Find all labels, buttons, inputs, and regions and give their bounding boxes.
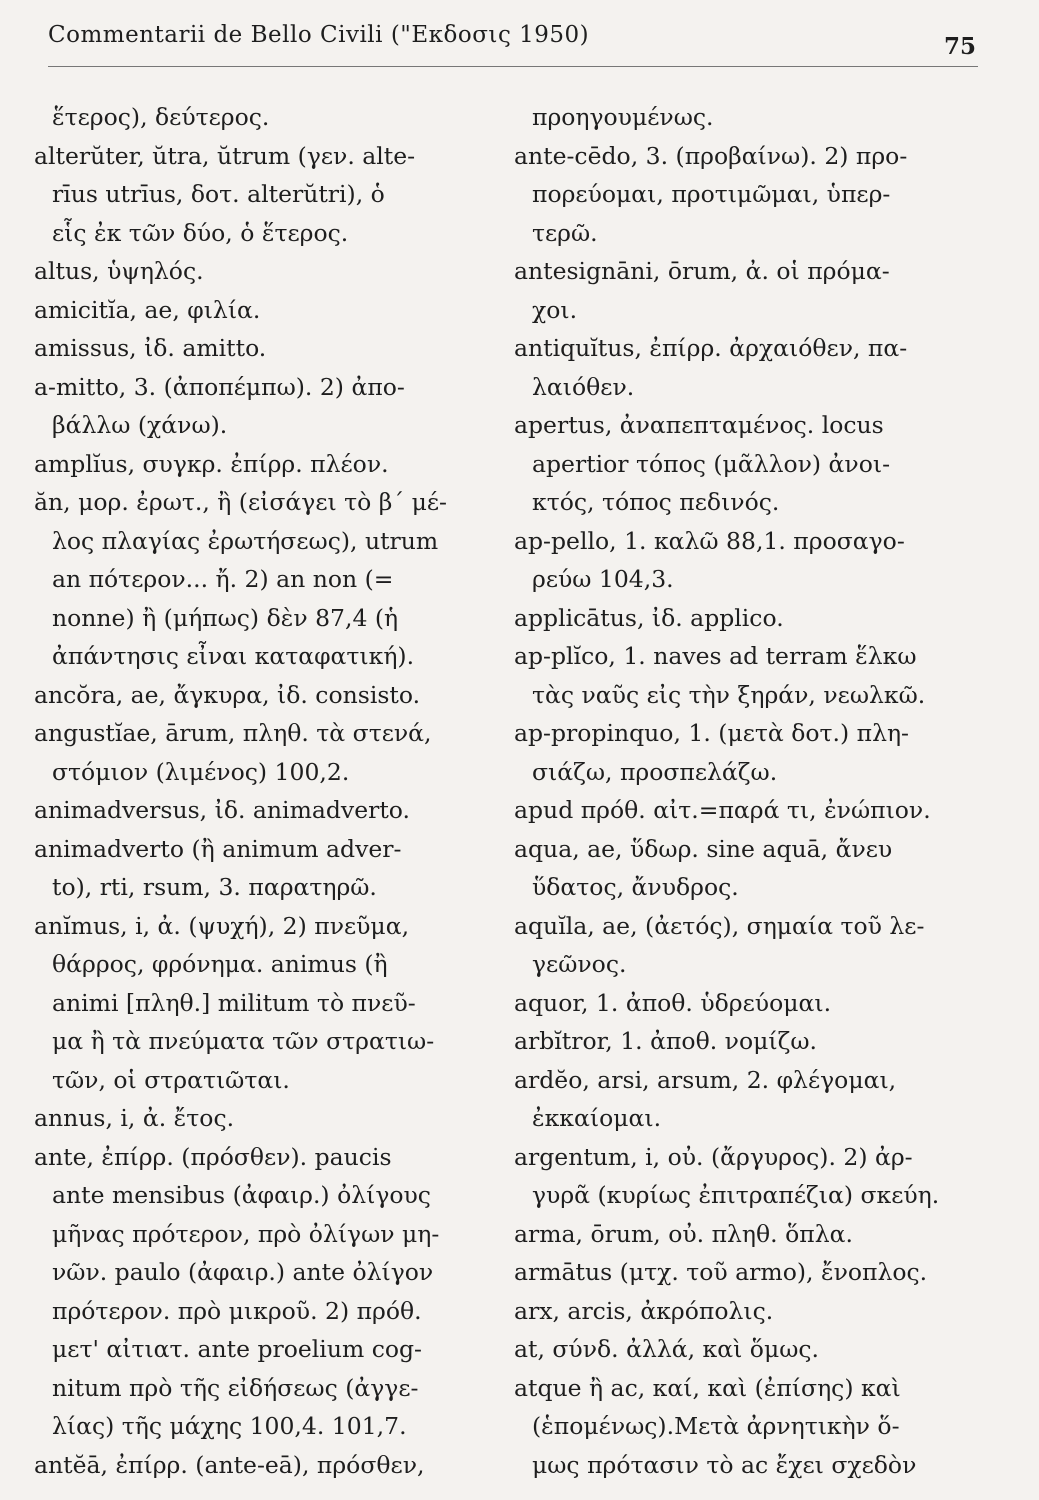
dictionary-line: a-mitto, 3. (ἀποπέμπω). 2) ἀπο- (34, 372, 405, 401)
dictionary-line: to), rti, rsum, 3. παρατηρῶ. (52, 873, 377, 901)
dictionary-line: animi [πληθ.] militum τὸ πνεῦ- (52, 988, 416, 1017)
dictionary-line: alterŭter, ŭtra, ŭtrum (γεν. alte- (34, 141, 416, 170)
left-column (34, 98, 474, 1484)
dictionary-line: antesignāni, ōrum, ἀ. οἱ πρόμα- (514, 257, 890, 285)
dictionary-line: τὰς ναῦς εἰς τὴν ξηράν, νεωλκῶ. (532, 680, 926, 709)
dictionary-line: arbĭtror, 1. ἀποθ. νομίζω. (514, 1027, 817, 1055)
dictionary-line: apertior τόπος (μᾶλλον) ἀνοι- (532, 449, 891, 478)
dictionary-line: antiquĭtus, ἐπίρρ. ἀρχαιόθεν, πα- (514, 334, 908, 362)
dictionary-line: στόμιον (λιμένος) 100,2. (52, 757, 350, 786)
dictionary-line: aquor, 1. ἀποθ. ὑδρεύομαι. (514, 988, 832, 1017)
dictionary-line: ρεύω 104,3. (532, 565, 674, 593)
dictionary-line: nonne) ἢ (μήπως) δὲν 87,4 (ἡ (52, 603, 399, 632)
header-rule (48, 66, 978, 67)
dictionary-line: λαιόθεν. (532, 372, 635, 401)
dictionary-line: ăn, μορ. ἐρωτ., ἢ (εἰσάγει τὸ β΄ μέ- (34, 488, 447, 516)
dictionary-line: amissus, ἰδ. amitto. (34, 334, 267, 362)
dictionary-line: σιάζω, προσπελάζω. (532, 757, 778, 786)
dictionary-line: τῶν, οἱ στρατιῶται. (52, 1065, 290, 1094)
dictionary-line: ἐκκαίομαι. (532, 1104, 662, 1132)
dictionary-line: arma, ōrum, οὐ. πληθ. ὅπλα. (514, 1219, 853, 1248)
dictionary-line: atque ἢ ac, καί, καὶ (ἐπίσης) καὶ (514, 1373, 901, 1402)
dictionary-line: anĭmus, i, ἀ. (ψυχή), 2) πνεῦμα, (34, 911, 410, 940)
dictionary-line: λίας) τῆς μάχης 100,4. 101,7. (52, 1412, 407, 1440)
dictionary-line: argentum, i, οὐ. (ἄργυρος). 2) ἀρ- (514, 1142, 913, 1171)
dictionary-line: arx, arcis, ἀκρόπολις. (514, 1296, 774, 1325)
dictionary-line: animadverto (ἢ animum adver- (34, 834, 402, 863)
dictionary-line: μῆνας πρότερον, πρὸ ὀλίγων μη- (52, 1219, 440, 1248)
dictionary-line: ap-propinquo, 1. (μετὰ δοτ.) πλη- (514, 719, 909, 747)
dictionary-line: ante, ἐπίρρ. (πρόσθεν). paucis (34, 1142, 392, 1171)
dictionary-line: antĕā, ἐπίρρ. (ante-eā), πρόσθεν, (34, 1450, 425, 1479)
dictionary-line: λος πλαγίας ἐρωτήσεως), utrum (52, 526, 439, 555)
dictionary-line: προηγουμένως. (532, 103, 714, 131)
dictionary-line: κτός, τόπος πεδινός. (532, 488, 780, 516)
dictionary-line: ἕτερος), δεύτερος. (52, 103, 270, 131)
dictionary-line: βάλλω (χάνω). (52, 411, 228, 439)
dictionary-line: amplĭus, συγκρ. ἐπίρρ. πλέον. (34, 449, 389, 478)
dictionary-line: applicātus, ἰδ. applico. (514, 603, 784, 632)
dictionary-line: apertus, ἀναπεπταμένος. locus (514, 411, 884, 439)
dictionary-line: aquĭla, ae, (ἀετός), σημαία τοῦ λε- (514, 911, 925, 940)
dictionary-line: χοι. (532, 295, 578, 324)
running-title: Commentarii de Bello Civili ("Εκδοσις 1950) (48, 22, 590, 48)
dictionary-line: aqua, ae, ὕδωρ. sine aquā, ἄνευ (514, 834, 893, 863)
dictionary-line: μετ' αἰτιατ. ante proelium cog- (52, 1335, 422, 1363)
dictionary-line: ardĕo, arsi, arsum, 2. φλέγομαι, (514, 1065, 897, 1094)
dictionary-line: angustĭae, ārum, πληθ. τὰ στενά, (34, 719, 432, 747)
right-column (514, 98, 954, 1484)
dictionary-line: ὕδατος, ἄνυδρος. (532, 873, 739, 901)
dictionary-line: at, σύνδ. ἀλλά, καὶ ὅμως. (514, 1335, 820, 1363)
dictionary-line: μα ἢ τὰ πνεύματα τῶν στρατιω- (52, 1027, 435, 1055)
dictionary-line: ap-plĭco, 1. naves ad terram ἕλκω (514, 642, 917, 670)
dictionary-line: animadversus, ἰδ. animadverto. (34, 796, 410, 824)
dictionary-line: ap-pello, 1. καλῶ 88,1. προσαγο- (514, 526, 905, 555)
dictionary-line: an πότερον... ἤ. 2) an non (= (52, 565, 394, 593)
dictionary-line: γυρᾶ (κυρίως ἐπιτραπέζια) σκεύη. (532, 1181, 940, 1209)
dictionary-line: νῶν. paulo (ἀφαιρ.) ante ὀλίγον (52, 1258, 434, 1286)
dictionary-line: μως πρότασιν τὸ ac ἔχει σχεδὸν (532, 1450, 917, 1479)
dictionary-line: apud πρόθ. αἰτ.=παρά τι, ἐνώπιον. (514, 796, 931, 824)
dictionary-line: πορεύομαι, προτιμῶμαι, ὑπερ- (532, 180, 891, 208)
dictionary-line: armātus (μτχ. τοῦ armo), ἔνοπλος. (514, 1258, 928, 1286)
page-number: 75 (943, 33, 976, 60)
dictionary-line: ἀπάντησις εἶναι καταφατική). (52, 642, 415, 670)
dictionary-line: εἷς ἐκ τῶν δύο, ὁ ἕτερος. (52, 218, 349, 247)
dictionary-line: ancŏra, ae, ἄγκυρα, ἰδ. consisto. (34, 680, 421, 709)
dictionary-line: altus, ὑψηλός. (34, 257, 204, 285)
dictionary-line: πρότερον. πρὸ μικροῦ. 2) πρόθ. (52, 1296, 422, 1325)
dictionary-line: ante-cēdo, 3. (προβαίνω). 2) προ- (514, 141, 908, 170)
dictionary-line: nitum πρὸ τῆς εἰδήσεως (ἀγγε- (52, 1373, 419, 1402)
dictionary-line: ante mensibus (ἀφαιρ.) ὀλίγους (52, 1181, 431, 1209)
dictionary-line: annus, i, ἀ. ἔτος. (34, 1104, 235, 1132)
dictionary-line: γεῶνος. (532, 950, 627, 978)
page-header (48, 18, 978, 68)
dictionary-line: θάρρος, φρόνημα. animus (ἢ (52, 950, 388, 978)
dictionary-line: τερῶ. (532, 218, 598, 247)
dictionary-line: rīus utrīus, δοτ. alterŭtri), ὁ (52, 180, 385, 208)
dictionary-line: amicitĭa, ae, φιλία. (34, 295, 261, 324)
dictionary-line: (ἑπομένως).Μετὰ ἀρνητικὴν ὅ- (532, 1412, 900, 1440)
